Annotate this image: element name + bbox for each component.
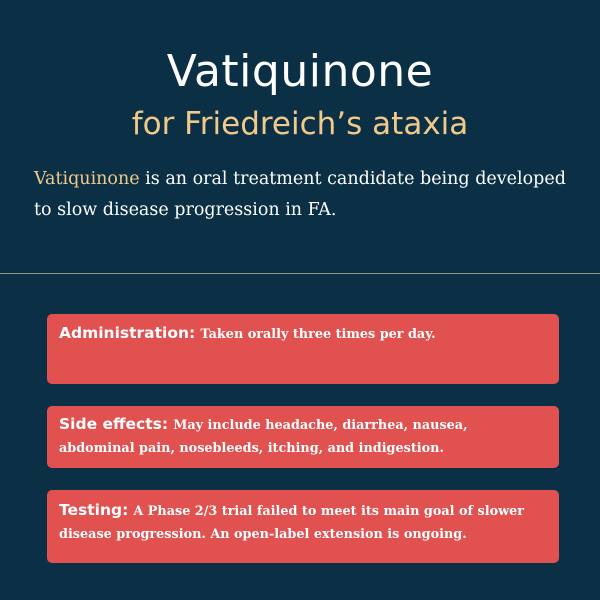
testing-heading: Testing: bbox=[59, 501, 129, 519]
page-subtitle: for Friedreich’s ataxia bbox=[131, 106, 469, 142]
intro-paragraph bbox=[34, 164, 574, 226]
page-title: Vatiquinone bbox=[166, 46, 434, 97]
section-divider bbox=[0, 273, 600, 274]
side-effects-heading: Side effects: bbox=[59, 415, 169, 433]
testing-card bbox=[47, 490, 559, 563]
side-effects-card bbox=[47, 406, 559, 468]
administration-heading: Administration: bbox=[59, 324, 196, 342]
administration-text: Taken orally three times per day. bbox=[200, 327, 436, 342]
side-effects-text: May include headache, diarrhea, nausea, abdominal pain, nosebleeds, itching, and indigestion. bbox=[59, 418, 468, 456]
intro-highlight: Vatiquinone bbox=[34, 169, 140, 189]
intro-text: is an oral treatment candidate being developed to slow disease progression in FA. bbox=[34, 169, 566, 220]
testing-text: A Phase 2/3 trial failed to meet its main goal of slower disease progression. An open-label extension is ongoing. bbox=[59, 504, 524, 542]
administration-card bbox=[47, 314, 559, 384]
